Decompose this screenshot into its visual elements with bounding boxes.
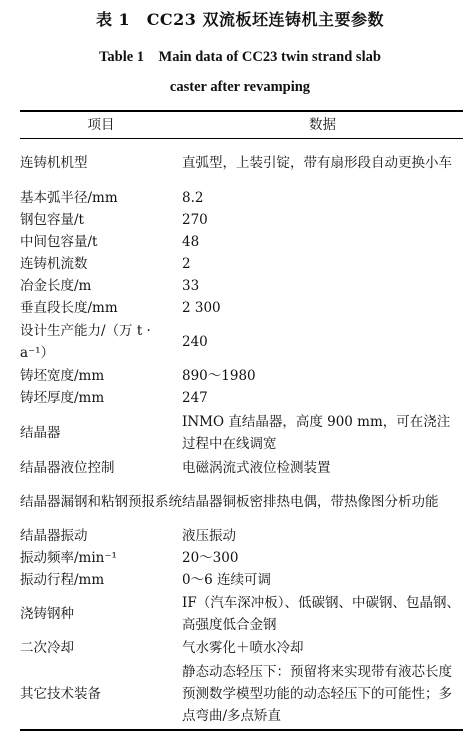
row-value: 液压振动 — [182, 528, 236, 544]
table-row — [20, 479, 463, 525]
caster-parameters-table — [20, 110, 463, 731]
row-value: 2 300 — [182, 300, 221, 316]
row-value: 8.2 — [182, 190, 204, 206]
row-item: 结晶器液位控制 — [20, 460, 115, 476]
table-row — [20, 297, 463, 319]
row-item: 结晶器 — [20, 425, 61, 441]
table-title-english-line2: caster after revamping — [169, 79, 311, 95]
row-item: 钢包容量/t — [20, 212, 84, 228]
row-value: 247 — [182, 390, 208, 406]
row-value: 2 — [182, 256, 191, 272]
table-row — [20, 409, 463, 457]
row-value: INMO 直结晶器，高度 900 mm，可在浇注过程中在线调宽 — [182, 414, 451, 452]
table-row — [20, 209, 463, 231]
row-value: 气水雾化＋喷水冷却 — [182, 640, 304, 656]
table-title-english-line1: Table 1 Main data of CC23 twin strand slab — [99, 49, 381, 65]
row-value: IF（汽车深冲板）、低碳钢、中碳钢、包晶钢、高强度低合金钢 — [182, 595, 460, 633]
table-row — [20, 231, 463, 253]
row-value: 静态动态轻压下：预留将来实现带有液芯长度预测数学模型功能的动态轻压下的可能性；多点弯曲/多点矫直 — [182, 664, 452, 724]
table-row — [20, 139, 463, 188]
row-item: 冶金长度/m — [20, 278, 92, 294]
row-value: 240 — [182, 334, 208, 350]
row-value: 20～300 — [182, 550, 239, 566]
table-row — [20, 253, 463, 275]
row-item: 连铸机机型 — [20, 155, 88, 171]
row-item: 结晶器漏钢和粘钢预报系统 — [20, 494, 182, 510]
table-row — [20, 457, 463, 479]
row-item: 振动行程/mm — [20, 572, 105, 588]
row-item: 设计生产能力/（万 t · a⁻¹） — [20, 323, 151, 361]
table-title-chinese: 表 1 CC23 双流板坯连铸机主要参数 — [95, 10, 384, 29]
row-item: 浇铸钢种 — [20, 606, 74, 622]
row-item: 其它技术装备 — [20, 686, 101, 702]
table-row — [20, 547, 463, 569]
row-item: 铸坯厚度/mm — [20, 390, 105, 406]
document-page — [0, 7, 472, 740]
row-value: 48 — [182, 234, 200, 250]
table-header-row — [20, 111, 463, 139]
row-item: 铸坯宽度/mm — [20, 368, 105, 384]
row-value: 直弧型，上装引锭，带有扇形段自动更换小车 — [182, 155, 452, 171]
table-row — [20, 591, 463, 637]
header-item: 项目 — [87, 117, 115, 133]
table-row — [20, 659, 463, 730]
table-row — [20, 187, 463, 209]
row-item: 垂直段长度/mm — [20, 300, 118, 316]
row-item: 振动频率/min⁻¹ — [20, 550, 117, 566]
table-row — [20, 525, 463, 547]
row-item: 中间包容量/t — [20, 234, 98, 250]
row-item: 基本弧半径/mm — [20, 190, 118, 206]
table-row — [20, 319, 463, 365]
table-row — [20, 569, 463, 591]
row-value: 0～6 连续可调 — [182, 572, 271, 588]
table-title-english — [20, 42, 460, 102]
header-value: 数据 — [309, 117, 336, 133]
table-row — [20, 637, 463, 659]
row-item: 结晶器振动 — [20, 528, 88, 544]
table-row — [20, 275, 463, 297]
row-value: 270 — [182, 212, 208, 228]
table-row — [20, 387, 463, 409]
row-value: 33 — [182, 278, 200, 294]
row-item: 连铸机流数 — [20, 256, 88, 272]
row-item: 二次冷却 — [20, 640, 74, 656]
row-value: 结晶器铜板密排热电偶，带热像图分析功能 — [182, 494, 439, 510]
table-row — [20, 365, 463, 387]
row-value: 电磁涡流式液位检测装置 — [182, 460, 331, 476]
row-value: 890～1980 — [182, 368, 256, 384]
